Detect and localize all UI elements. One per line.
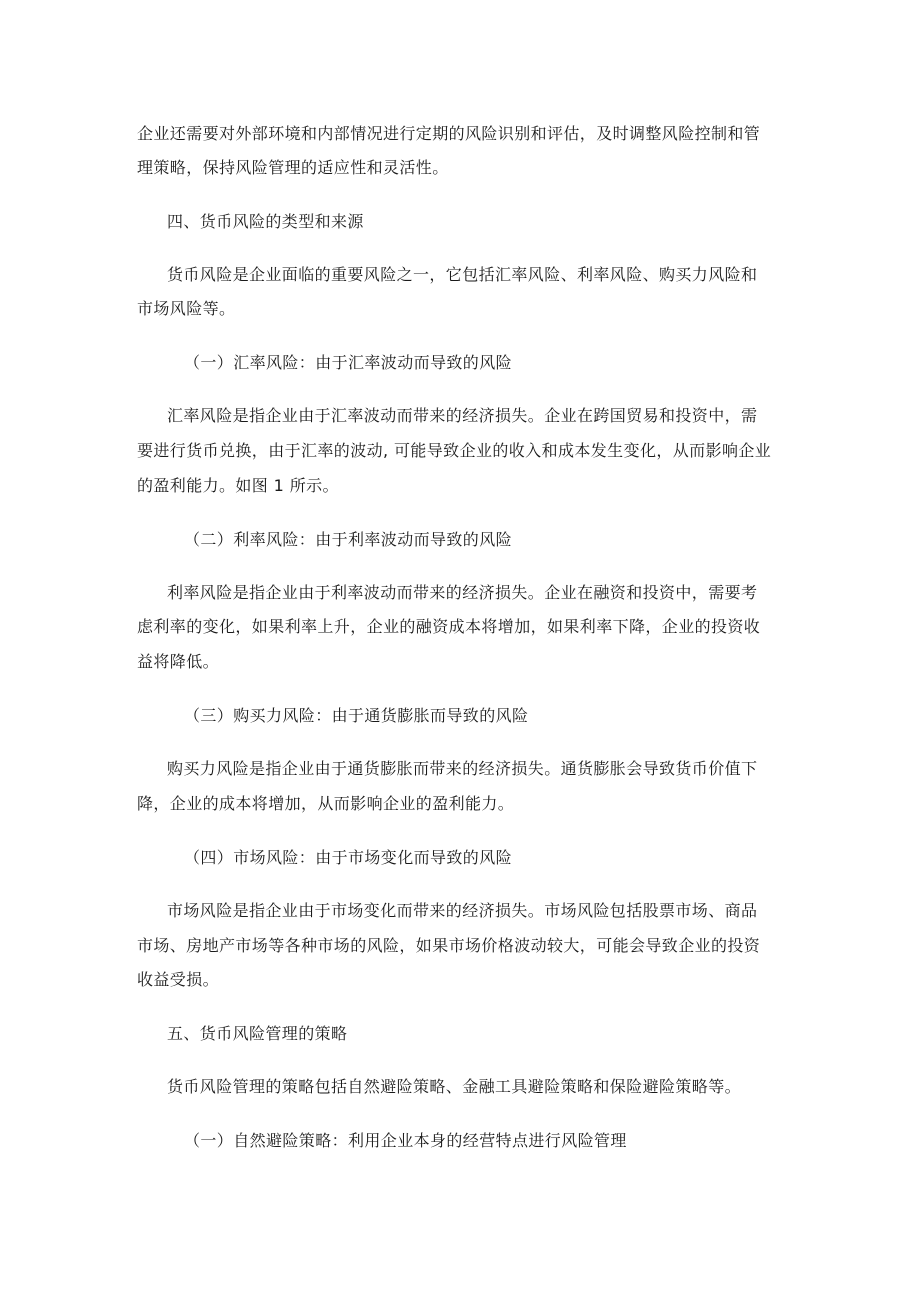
- section-heading-4: 四、货币风险的类型和来源: [167, 212, 364, 231]
- paragraph-risk-assessment-line-2: 理策略，保持风险管理的适应性和灵活性。: [137, 158, 449, 177]
- subsection-heading-purchasing-power: （三）购买力风险：由于通货膨胀而导致的风险: [184, 706, 529, 725]
- paragraph-interest-rate-line-1: 利率风险是指企业由于利率波动而带来的经济损失。企业在融资和投资中，需要考: [167, 583, 758, 602]
- paragraph-strategies-intro: 货币风险管理的策略包括自然避险策略、金融工具避险策略和保险避险策略等。: [167, 1077, 742, 1096]
- paragraph-interest-rate-line-3: 益将降低。: [137, 652, 220, 671]
- paragraph-exchange-rate-line-2: 要进行货币兑换，由于汇率的波动, 可能导致企业的收入和成本发生变化，从而影响企业: [137, 441, 772, 460]
- paragraph-currency-risk-intro-line-1: 货币风险是企业面临的重要风险之一，它包括汇率风险、利率风险、购买力风险和: [167, 265, 758, 284]
- subsection-heading-interest-rate: （二）利率风险：由于利率波动而导致的风险: [184, 530, 513, 549]
- paragraph-purchasing-power-line-2: 降，企业的成本将增加，从而影响企业的盈利能力。: [137, 794, 515, 813]
- subsection-heading-natural-hedging: （一）自然避险策略：利用企业本身的经营特点进行风险管理: [184, 1131, 627, 1150]
- paragraph-interest-rate-line-2: 虑利率的变化，如果利率上升，企业的融资成本将增加，如果利率下降，企业的投资收: [137, 617, 761, 636]
- paragraph-market-risk-line-1: 市场风险是指企业由于市场变化而带来的经济损失。市场风险包括股票市场、商品: [167, 901, 758, 920]
- paragraph-exchange-rate-line-1: 汇率风险是指企业由于汇率波动而带来的经济损失。企业在跨国贸易和投资中，需: [167, 406, 758, 425]
- section-heading-5: 五、货币风险管理的策略: [167, 1024, 348, 1043]
- paragraph-market-risk-line-2: 市场、房地产市场等各种市场的风险，如果市场价格波动较大，可能会导致企业的投资: [137, 936, 761, 955]
- subsection-heading-exchange-rate: （一）汇率风险：由于汇率波动而导致的风险: [184, 353, 513, 372]
- paragraph-risk-assessment-line-1: 企业还需要对外部环境和内部情况进行定期的风险识别和评估，及时调整风险控制和管: [137, 124, 761, 143]
- paragraph-currency-risk-intro-line-2: 市场风险等。: [137, 299, 236, 318]
- paragraph-exchange-rate-line-3: 的盈利能力。如图 1 所示。: [137, 476, 339, 495]
- paragraph-market-risk-line-3: 收益受损。: [137, 970, 220, 989]
- subsection-heading-market-risk: （四）市场风险：由于市场变化而导致的风险: [184, 848, 513, 867]
- paragraph-purchasing-power-line-1: 购买力风险是指企业由于通货膨胀而带来的经济损失。通货膨胀会导致货币价值下: [167, 759, 758, 778]
